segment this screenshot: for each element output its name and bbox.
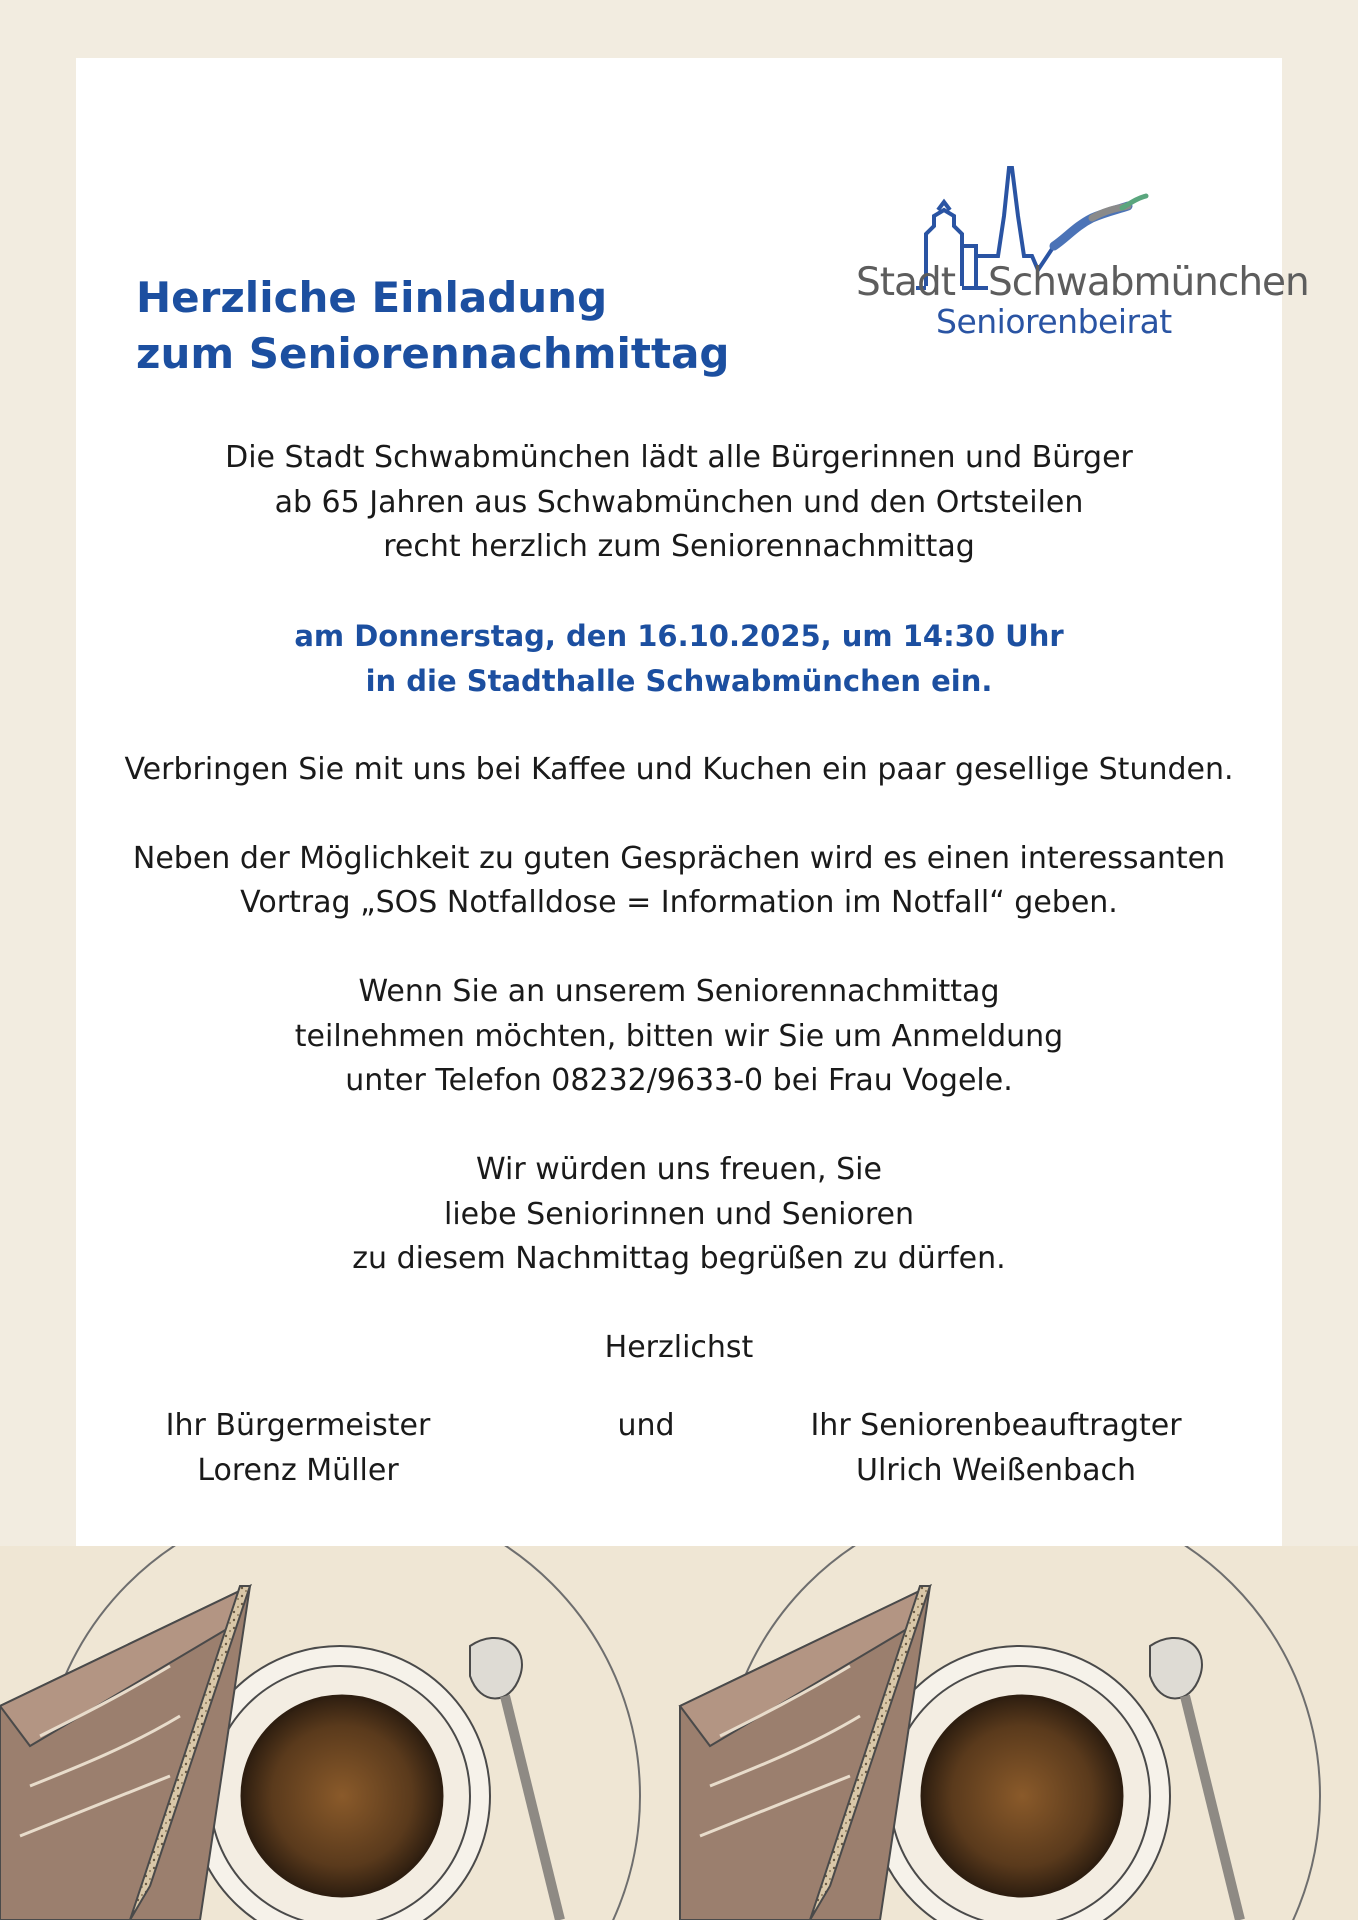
closing-line-1: Wir würden uns freuen, Sie <box>476 1152 882 1187</box>
logo-subtitle: Seniorenbeirat <box>936 302 1172 341</box>
city-logo <box>776 106 1309 356</box>
greeting: Herzlichst <box>604 1330 754 1365</box>
representative-role: Ihr Seniorenbeauftragter <box>810 1408 1182 1443</box>
coffee-line: Verbringen Sie mit uns bei Kaffee und Kuchen ein paar gesellige Stunden. <box>124 751 1234 787</box>
signature-representative <box>776 1404 1216 1493</box>
title-line-2: zum Seniorennachmittag <box>136 329 730 378</box>
event-date-line: am Donnerstag, den 16.10.2025, um 14:30 Uhr <box>294 619 1064 653</box>
cake-coffee-illustration <box>0 1546 1358 1920</box>
registration-line-1: Wenn Sie an unserem Seniorennachmittag <box>358 974 1000 1009</box>
intro-line-2: ab 65 Jahren aus Schwabmünchen und den Ortsteilen <box>274 484 1084 520</box>
signature-mayor <box>136 1404 460 1493</box>
signature-conjunction <box>596 1404 696 1449</box>
registration-line-2: teilnehmen möchten, bitten wir Sie um Anmeldung <box>294 1018 1064 1054</box>
invitation-body <box>76 436 1282 1371</box>
lecture-line-2: Vortrag „SOS Notfalldose = Information im Notfall“ geben. <box>240 885 1118 920</box>
representative-name: Ulrich Weißenbach <box>855 1452 1136 1488</box>
mayor-role: Ihr Bürgermeister <box>165 1408 431 1443</box>
event-location-line: in die Stadthalle Schwabmünchen ein. <box>365 663 993 698</box>
conjunction-text: und <box>617 1408 675 1443</box>
logo-stadt-text: Stadt <box>856 260 955 305</box>
intro-line-1: Die Stadt Schwabmünchen lädt alle Bürgerinnen und Bürger <box>225 440 1133 475</box>
registration-line-3: unter Telefon 08232/9633-0 bei Frau Vogele. <box>345 1063 1013 1098</box>
logo-city-name: Schwabmünchen <box>988 260 1309 305</box>
title-line-1: Herzliche Einladung <box>136 273 608 322</box>
invitation-card <box>76 58 1309 1546</box>
page-title <box>136 270 729 382</box>
mayor-name: Lorenz Müller <box>197 1452 399 1488</box>
closing-line-2: liebe Seniorinnen und Senioren <box>443 1196 915 1232</box>
closing-line-3: zu diesem Nachmittag begrüßen zu dürfen. <box>352 1241 1006 1276</box>
intro-line-3: recht herzlich zum Seniorennachmittag <box>383 529 975 564</box>
lecture-line-1: Neben der Möglichkeit zu guten Gesprächen wird es einen interessanten <box>132 840 1226 876</box>
